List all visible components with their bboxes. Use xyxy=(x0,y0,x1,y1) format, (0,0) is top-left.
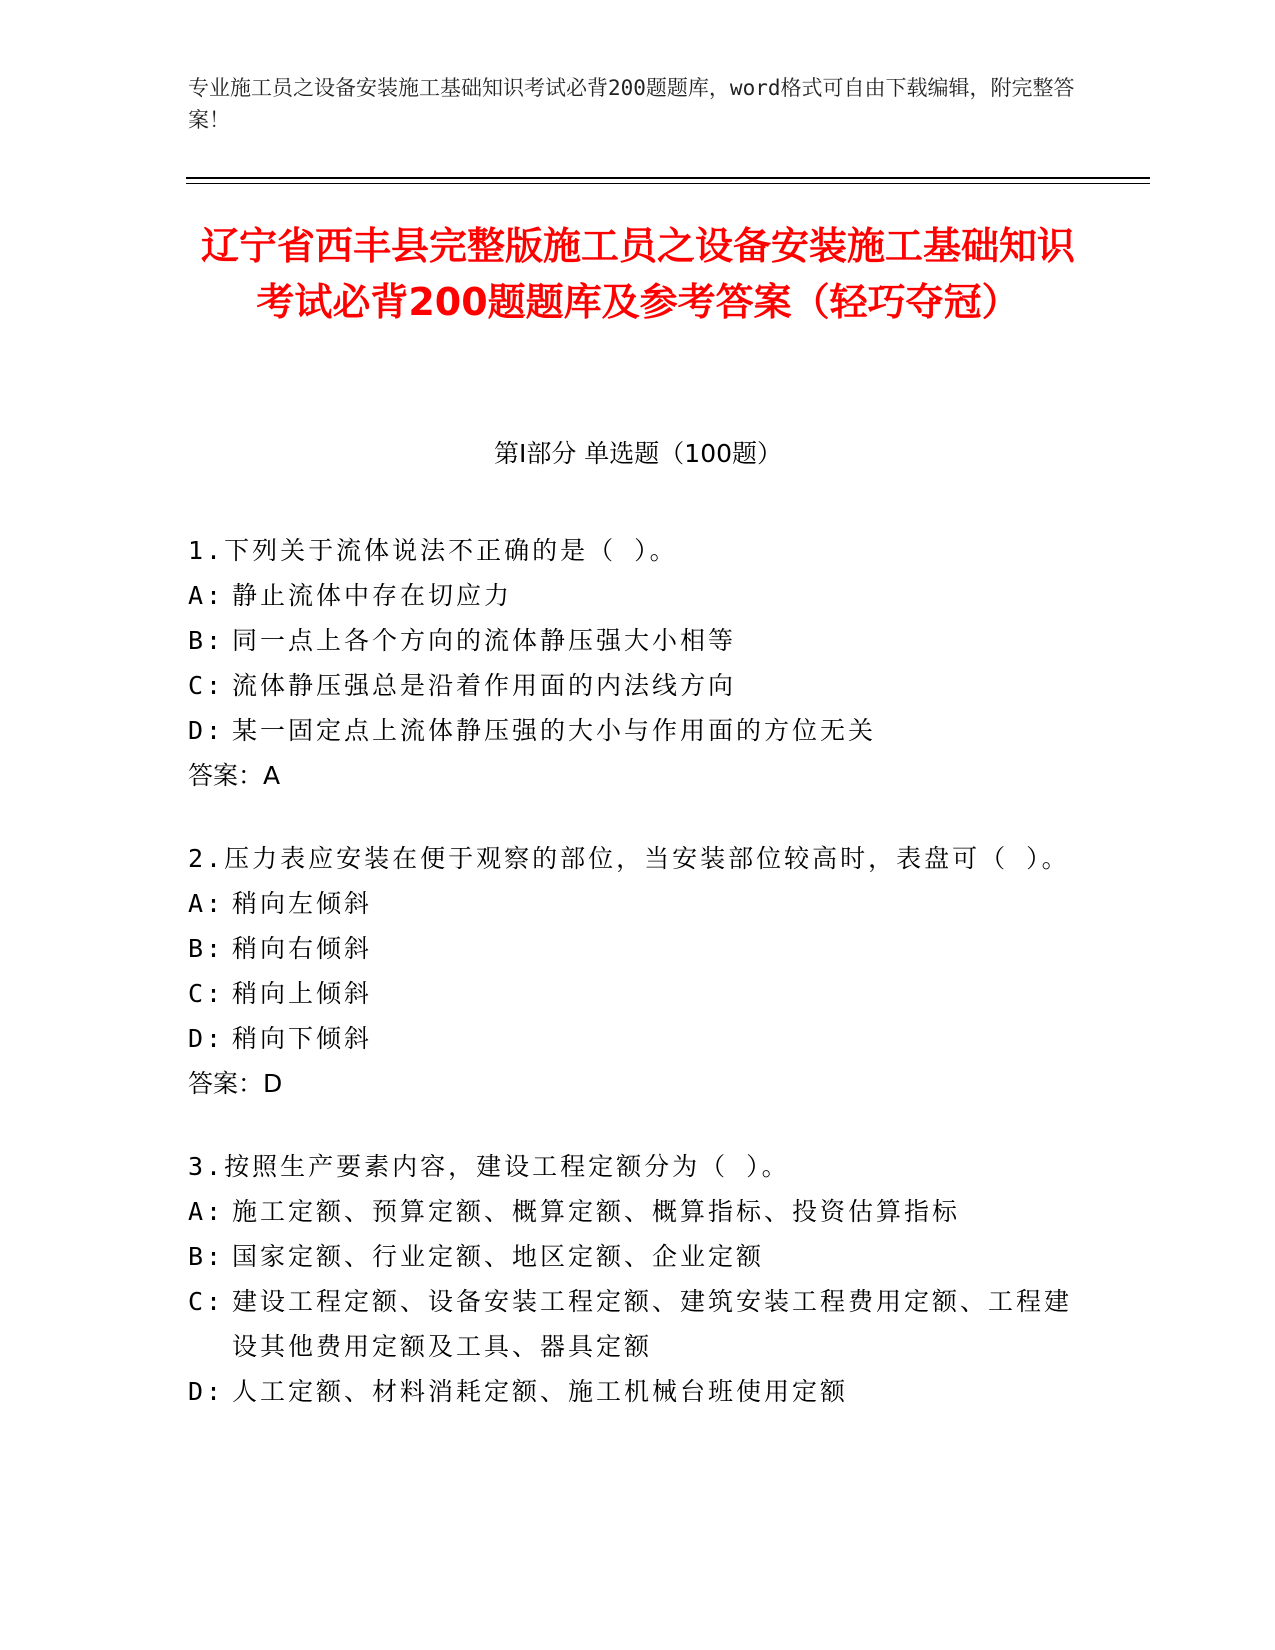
option-d xyxy=(188,708,1088,753)
option-key: B: xyxy=(188,626,225,655)
option-text: 某一固定点上流体静压强的大小与作用面的方位无关 xyxy=(232,716,877,745)
option-d xyxy=(188,1016,1088,1061)
option-key: C: xyxy=(188,979,225,1008)
option-text: 稍向左倾斜 xyxy=(232,889,373,918)
option-key: D: xyxy=(188,1377,225,1406)
option-c xyxy=(188,663,1088,708)
header-note: 专业施工员之设备安装施工基础知识考试必背200题题库，word格式可自由下载编辑，附完整答案！ xyxy=(188,76,1075,132)
header-rule-thin xyxy=(186,183,1150,184)
option-a xyxy=(188,1189,1088,1234)
option-text: 施工定额、预算定额、概算定额、概算指标、投资估算指标 xyxy=(232,1197,961,1226)
option-b xyxy=(188,1234,1088,1279)
option-d xyxy=(188,1369,1088,1414)
question-stem: 3.按照生产要素内容，建设工程定额分为（ ）。 xyxy=(188,1152,790,1181)
question-2 xyxy=(188,836,1088,1106)
question-list xyxy=(188,528,1088,1452)
answer-line: 答案：A xyxy=(188,761,281,790)
option-key: A: xyxy=(188,889,225,918)
option-key: B: xyxy=(188,1242,225,1271)
option-text: 国家定额、行业定额、地区定额、企业定额 xyxy=(232,1242,765,1271)
option-text: 同一点上各个方向的流体静压强大小相等 xyxy=(232,626,737,655)
question-stem: 2.压力表应安装在便于观察的部位，当安装部位较高时，表盘可（ ）。 xyxy=(188,844,1070,873)
question-1 xyxy=(188,528,1088,798)
option-key: B: xyxy=(188,934,225,963)
option-key: A: xyxy=(188,581,225,610)
option-key: D: xyxy=(188,716,225,745)
option-b xyxy=(188,618,1088,663)
answer-line: 答案：D xyxy=(188,1069,283,1098)
option-text: 稍向下倾斜 xyxy=(232,1024,373,1053)
option-c xyxy=(188,1279,1088,1369)
option-c xyxy=(188,971,1088,1016)
document-title: 辽宁省西丰县完整版施工员之设备安装施工基础知识考试必背200题题库及参考答案（轻巧夺冠） xyxy=(200,224,1075,324)
question-stem: 1.下列关于流体说法不正确的是（ ）。 xyxy=(188,536,678,565)
question-3 xyxy=(188,1144,1088,1414)
header-rule-thick xyxy=(186,177,1150,179)
option-b xyxy=(188,926,1088,971)
option-text: 稍向上倾斜 xyxy=(232,979,373,1008)
option-key: C: xyxy=(188,671,225,700)
option-text: 建设工程定额、设备安装工程定额、建筑安装工程费用定额、工程建设其他费用定额及工具、器具定额 xyxy=(232,1287,1073,1361)
option-text: 人工定额、材料消耗定额、施工机械台班使用定额 xyxy=(232,1377,849,1406)
section-title: 第Ⅰ部分 单选题（100题） xyxy=(493,439,783,468)
option-key: C: xyxy=(188,1287,225,1316)
option-key: D: xyxy=(188,1024,225,1053)
option-text: 稍向右倾斜 xyxy=(232,934,373,963)
option-key: A: xyxy=(188,1197,225,1226)
option-text: 流体静压强总是沿着作用面的内法线方向 xyxy=(232,671,737,700)
option-text: 静止流体中存在切应力 xyxy=(232,581,513,610)
option-a xyxy=(188,573,1088,618)
option-a xyxy=(188,881,1088,926)
